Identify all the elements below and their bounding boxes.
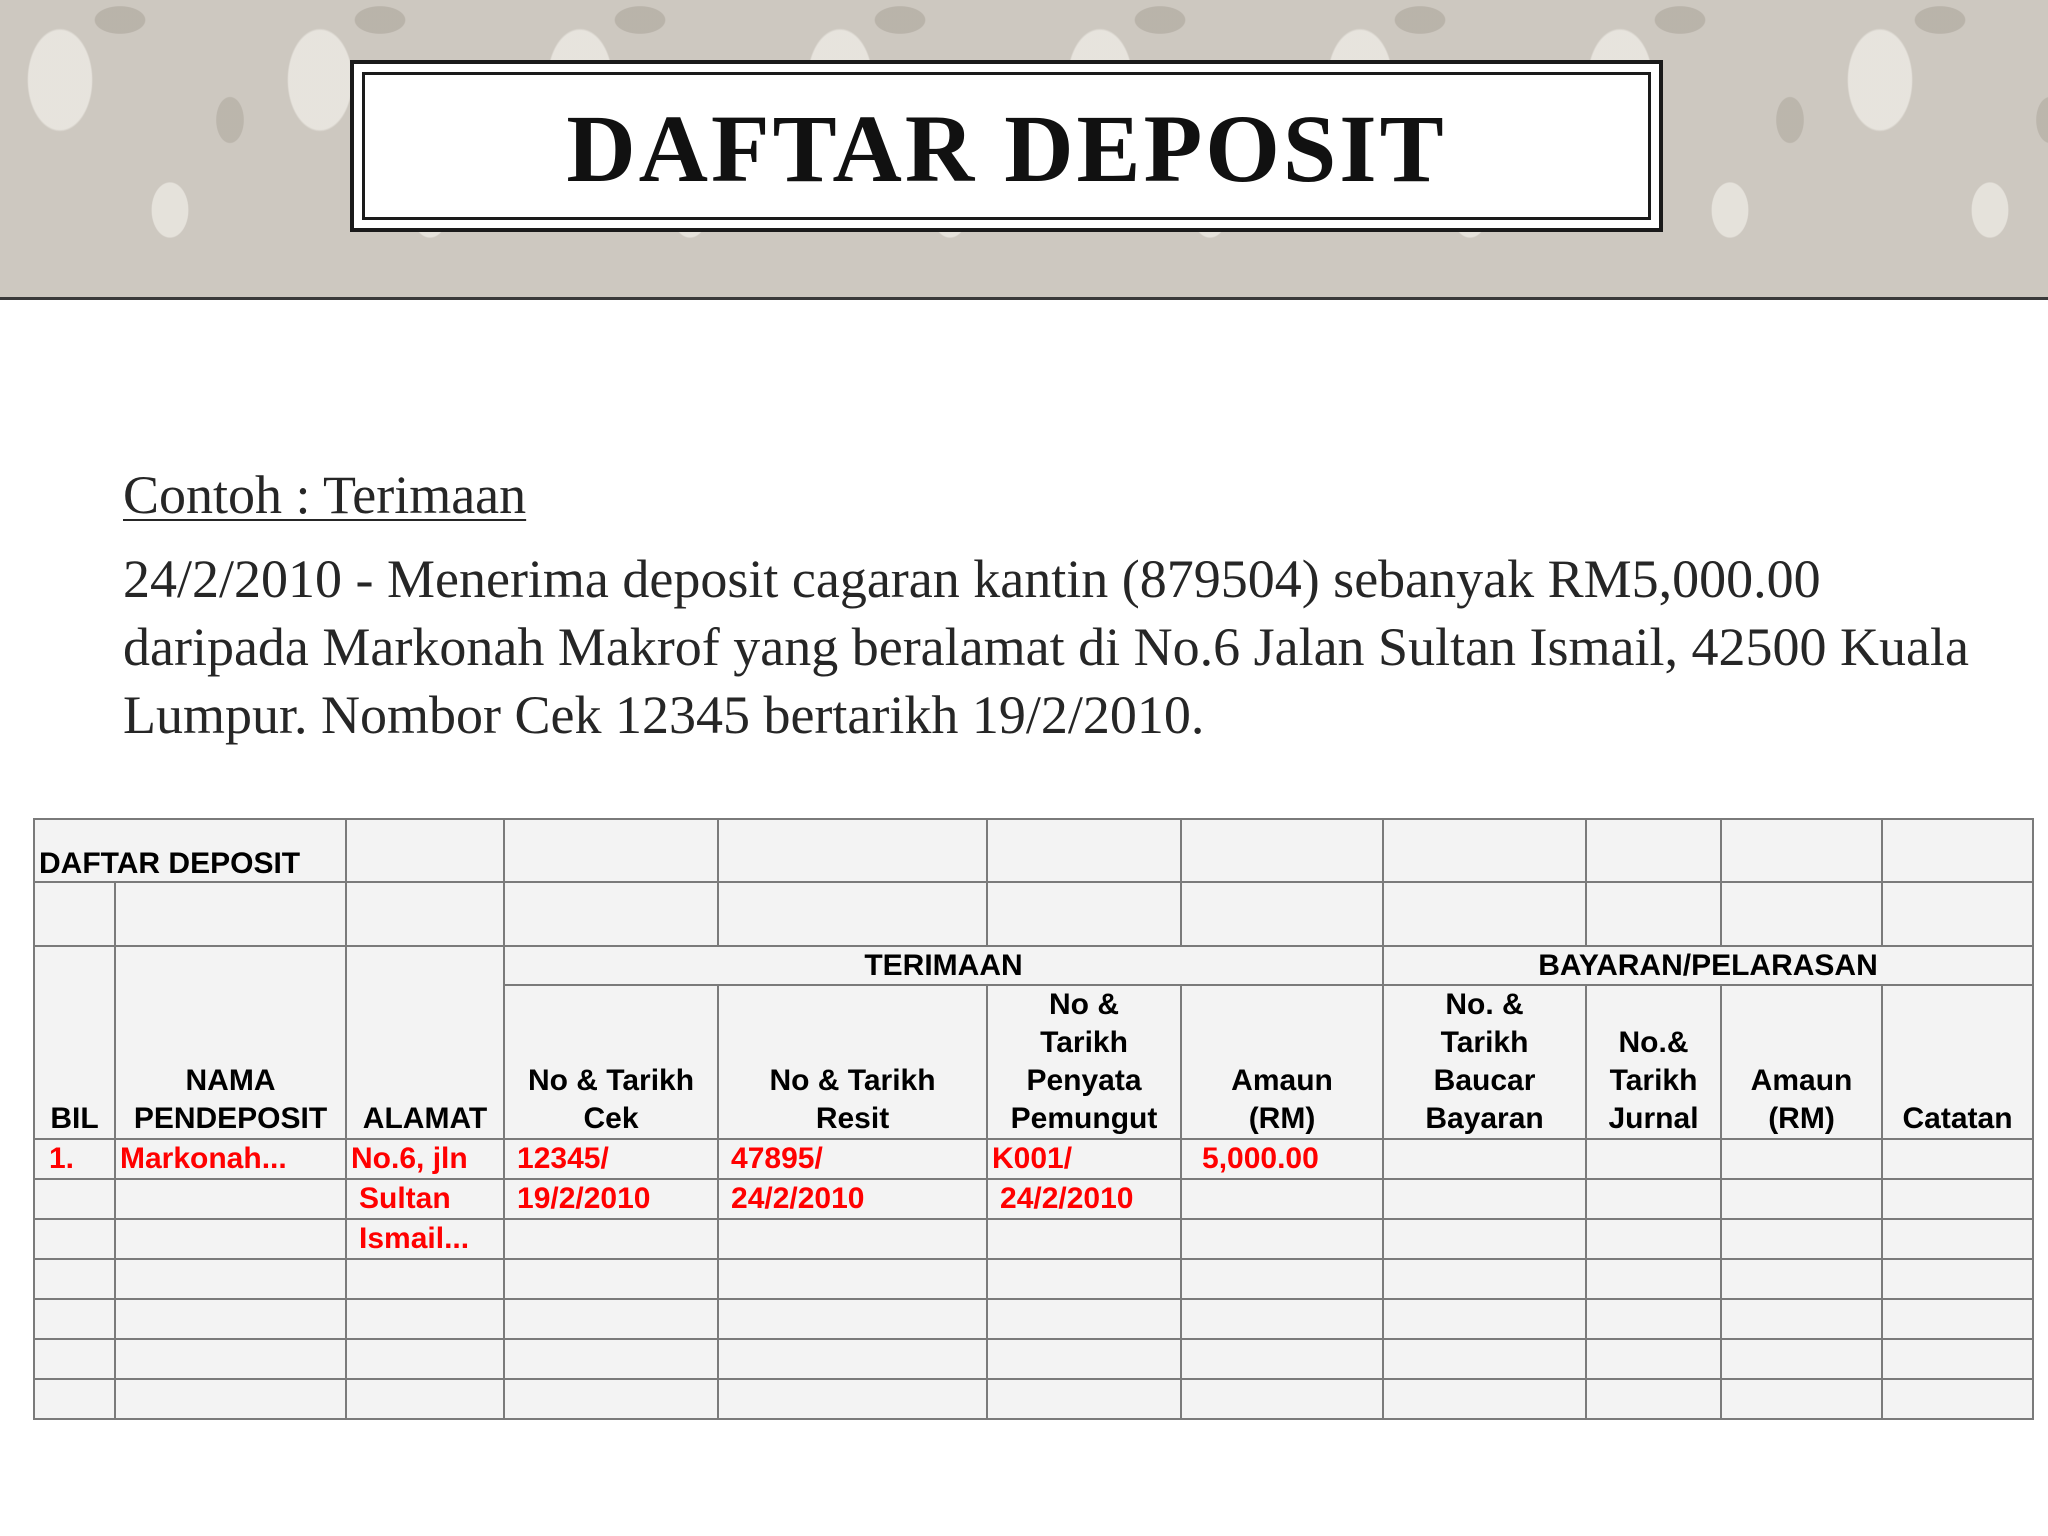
cell-alamat: No.6, jln xyxy=(346,1139,504,1179)
table-row xyxy=(34,1379,2033,1419)
col-header-bil: BIL xyxy=(34,946,115,1139)
ledger-group-header-row xyxy=(34,946,2033,985)
cell-amaun xyxy=(1181,1219,1383,1259)
ledger-caption-row xyxy=(34,819,2033,882)
ledger-table xyxy=(33,818,2034,1420)
cell-penyata xyxy=(987,1219,1181,1259)
group-header-terimaan: TERIMAAN xyxy=(504,946,1383,985)
table-row xyxy=(34,1299,2033,1339)
table-row xyxy=(34,1219,2033,1259)
col-header-alamat: ALAMAT xyxy=(346,946,504,1139)
col-header-cek: No & Tarikh Cek xyxy=(504,985,718,1139)
col-header-resit: No & Tarikh Resit xyxy=(718,985,987,1139)
cell-cek: 12345/ xyxy=(504,1139,718,1179)
group-header-bayaran: BAYARAN/PELARASAN xyxy=(1383,946,2033,985)
table-row xyxy=(34,1179,2033,1219)
cell-bil: 1. xyxy=(34,1139,115,1179)
cell-nama xyxy=(115,1179,346,1219)
cell-nama: Markonah... xyxy=(115,1139,346,1179)
page-title: DAFTAR DEPOSIT xyxy=(566,94,1447,202)
col-header-catatan: Catatan xyxy=(1882,985,2033,1139)
cell-penyata: K001/ xyxy=(987,1139,1181,1179)
header-banner xyxy=(0,0,2048,300)
cell-resit xyxy=(718,1219,987,1259)
cell-bil xyxy=(34,1219,115,1259)
col-header-penyata: No & Tarikh Penyata Pemungut xyxy=(987,985,1181,1139)
cell-resit: 47895/ xyxy=(718,1139,987,1179)
example-heading: Contoh : Terimaan xyxy=(123,465,527,525)
ledger-caption: DAFTAR DEPOSIT xyxy=(34,819,346,882)
col-header-nama: NAMA PENDEPOSIT xyxy=(115,946,346,1139)
cell-resit: 24/2/2010 xyxy=(718,1179,987,1219)
cell-amaun: 5,000.00 xyxy=(1181,1139,1383,1179)
col-header-baucar: No. & Tarikh Baucar Bayaran xyxy=(1383,985,1586,1139)
example-description: 24/2/2010 - Menerima deposit cagaran kantin (879504) sebanyak RM5,000.00 daripada Markonah Makrof yang beralamat di No.6 Jalan Sultan Ismail, 42500 Kuala Lumpur. Nombor Cek 12345 bertarikh 19/2/2010. xyxy=(123,549,1969,745)
cell-penyata: 24/2/2010 xyxy=(987,1179,1181,1219)
table-row xyxy=(34,1139,2033,1179)
ledger-blank-row xyxy=(34,882,2033,946)
title-frame xyxy=(350,60,1663,232)
cell-cek: 19/2/2010 xyxy=(504,1179,718,1219)
deposit-ledger xyxy=(33,818,2032,1416)
cell-bil xyxy=(34,1179,115,1219)
cell-nama xyxy=(115,1219,346,1259)
cell-alamat: Sultan xyxy=(346,1179,504,1219)
col-header-amaun: Amaun (RM) xyxy=(1181,985,1383,1139)
cell-amaun xyxy=(1181,1179,1383,1219)
cell-cek xyxy=(504,1219,718,1259)
col-header-jurnal: No.& Tarikh Jurnal xyxy=(1586,985,1721,1139)
col-header-amaun-bayaran: Amaun (RM) xyxy=(1721,985,1882,1139)
table-row xyxy=(34,1339,2033,1379)
table-row xyxy=(34,1259,2033,1299)
cell-alamat: Ismail... xyxy=(346,1219,504,1259)
